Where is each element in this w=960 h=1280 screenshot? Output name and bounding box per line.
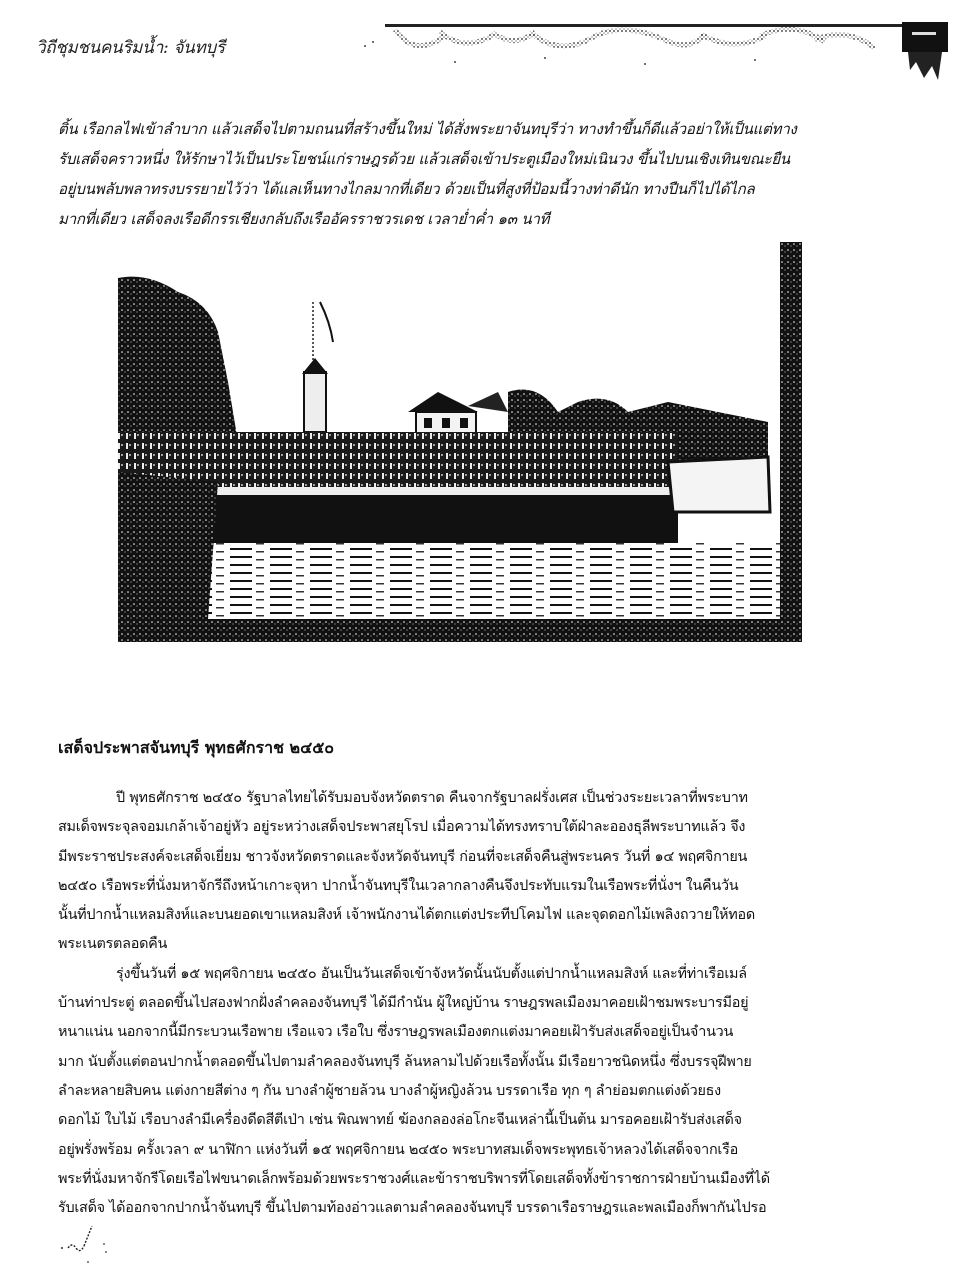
intro-line: อยู่บนพลับพลาทรงบรรยายไว้ว่า ได้แลเห็นทางไกลมากที่เดียว ด้วยเป็นที่สูงที่ป้อมนี้วางท่าดีนัก ทางปืนก็ไปได้ไกล	[58, 180, 755, 198]
scan-artifact-mark	[58, 1218, 128, 1268]
body-line: อยู่พรั่งพร้อม ครั้งเวลา ๙ นาฬิกา แห่งวันที่ ๑๕ พฤศจิกายน ๒๔๕๐ พระบาทสมเด็จพระพุทธเจ้าหลวงได้เสด็จจากเรือ	[58, 1141, 738, 1158]
body-line: หนาแน่น นอกจากนี้มีกระบวนเรือพาย เรือแจว เรือใบ ซึ่งราษฎรพลเมืองตกแต่งมาคอยเฝ้ารับส่งเสด็จอยู่เป็นจำนวน	[58, 1024, 734, 1041]
intro-line: มากที่เดียว เสด็จลงเรือดีกรรเชียงกลับถึงเรืออัครราชวรเดช เวลาย่ำค่ำ ๑๓ นาที	[58, 210, 550, 228]
page-corner-scan-mark	[902, 22, 948, 80]
section-heading: เสด็จประพาสจันทบุรี พุทธศักราช ๒๔๕๐	[58, 738, 335, 757]
body-line: ลำละหลายสิบคน แต่งกายสีต่าง ๆ กัน บางลำผู้ชายล้วน บางลำผู้หญิงล้วน บรรดาเรือ ทุก ๆ ลำย่อมตกแต่งด้วยธง	[58, 1082, 721, 1099]
body-line: รุ่งขึ้นวันที่ ๑๕ พฤศจิกายน ๒๔๕๐ อันเป็นวันเสด็จเข้าจังหวัดนั้นนับตั้งแต่ปากน้ำแหลมสิงห์ และที่ท่าเรือเมล์	[116, 965, 747, 982]
body-line: พระที่นั่งมหาจักรีโดยเรือไฟขนาดเล็กพร้อมด้วยพระราชวงศ์และข้าราชบริพารที่โดยเสด็จทั้งข้าราชการฝ่ายบ้านเมืองที่ได้	[58, 1170, 770, 1187]
body-line: นั้นที่ปากน้ำแหลมสิงห์และบนยอดเขาแหลมสิงห์ เจ้าพนักงานได้ตกแต่งประทีปโคมไฟ และจุดดอกไม้เพลิงถวายให้ทอด	[58, 907, 755, 924]
body-line: สมเด็จพระจุลจอมเกล้าเจ้าอยู่หัว อยู่ระหว่างเสด็จประพาสยุโรป เมื่อความได้ทรงทราบใต้ฝ่าละอองธุลีพระบาทแล้ว จึง	[58, 819, 746, 836]
section-body	[58, 784, 848, 1223]
decorative-ornament-border	[345, 18, 945, 78]
body-line: ปี พุทธศักราช ๒๔๕๐ รัฐบาลไทยได้รับมอบจังหวัดตราด คืนจากรัฐบาลฝรั่งเศส เป็นช่วงระยะเวลาที่พระบาท	[116, 790, 748, 806]
running-header-title: วิถีชุมชนคนริมน้ำ: จันทบุรี	[36, 38, 225, 58]
body-line: มีพระราชประสงค์จะเสด็จเยี่ยม ชาวจังหวัดตราดและจังหวัดจันทบุรี ก่อนที่จะเสด็จคืนสู่พระนคร วันที่ ๑๔ พฤศจิกายน	[58, 848, 748, 865]
historic-photo-riverside-pier	[108, 242, 802, 642]
body-line: พระเนตรตลอดคืน	[58, 936, 168, 953]
body-line: ดอกไม้ ใบไม้ เรือบางลำมีเครื่องดีดสีตีเป่า เช่น พิณพาทย์ ฆ้องกลองล่อโกะจีนเหล่านี้เป็นต้น มารอคอยเฝ้ารับส่งเสด็จ	[58, 1112, 742, 1129]
body-line: รับเสด็จ ได้ออกจากปากน้ำจันทบุรี ขึ้นไปตามท้องอ่าวแลตามลำคลองจันทบุรี บรรดาเรือราษฎรและพลเมืองก็พากันไปรอ	[58, 1200, 767, 1217]
intro-line: รับเสด็จคราวหนึ่ง ให้รักษาไว้เป็นประโยชน์แก่ราษฎรด้วย แล้วเสด็จเข้าประตูเมืองใหม่เนินวง ขึ้นไปบนเชิงเทินขณะยืน	[58, 150, 790, 168]
body-line: บ้านท่าประตู่ ตลอดขึ้นไปสองฟากฝั่งลำคลองจันทบุรี ได้มีกำนัน ผู้ใหญ่บ้าน ราษฎรพลเมืองมาคอยเฝ้าชมพระบารมีอยู่	[58, 995, 749, 1012]
body-line: มาก นับตั้งแต่ตอนปากน้ำตลอดขึ้นไปตามลำคลองจันทบุรี ล้นหลามไปด้วยเรือทั้งนั้น มีเรือยาวชนิดหนึ่ง ซึ่งบรรจุฝีพาย	[58, 1053, 752, 1070]
body-line: ๒๔๕๐ เรือพระที่นั่งมหาจักรีถึงหน้าเกาะจุหา ปากน้ำจันทบุรีในเวลากลางคืนจึงประทับแรมในเรือพระที่นั่งฯ ในคืนวัน	[58, 877, 739, 894]
intro-line: ติ้น เรือกลไฟเข้าลำบาก แล้วเสด็จไปตามถนนที่สร้างขึ้นใหม่ ได้สั่งพระยาจันทบุรีว่า ทางทำขึ้นก็ดีแล้วอย่าให้เป็นแต่ทาง	[58, 120, 797, 138]
intro-paragraph	[58, 114, 848, 234]
